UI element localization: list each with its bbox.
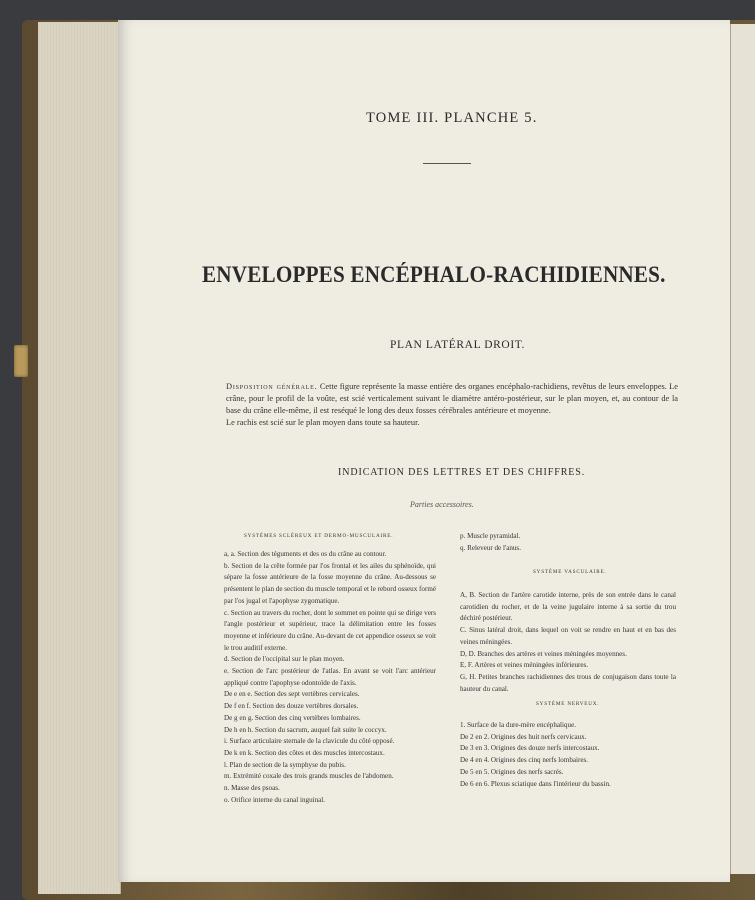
list-item: De 3 en 3. Origines des douze nerfs intercostaux. [460,744,600,753]
list-item: De e en e. Section des sept vertèbres cervicales. [224,690,360,699]
legend-subtitle: Parties accessoires. [410,500,474,509]
spine-clasp [14,345,28,377]
list-item: a, a. Section des téguments et des os du crâne au contour. [224,550,387,558]
list-item: p. Muscle pyramidal. [460,532,521,540]
list-item: l. Plan de section de la symphyse du pubis. [224,760,346,769]
list-item: n. Masse des psoas. [224,784,280,793]
list-item: i. Surface articulaire sternale de la clavicule du côté opposé. [224,737,395,746]
left-column-heading: SYSTÈMES SCLÉREUX ET DERMO-MUSCULAIRE. [244,533,394,539]
nervous-column [460,720,676,790]
list-item: De f en f. Section des douze vertèbres dorsales. [224,702,359,711]
list-item: C. Sinus latéral droit, dans lequel on voit se rendre en haut et en bas des veines méningées. [460,626,676,646]
list-item: De 6 en 6. Plexus sciatique dans l'intérieur du bassin. [460,779,611,788]
list-item: 1. Surface de la dure-mère encéphalique. [460,721,577,729]
list-item: De 4 en 4. Origines des cinq nerfs lombaires. [460,756,589,765]
page-title: ENVELOPPES ENCÉPHALO-RACHIDIENNES. [202,262,666,287]
list-item: d. Section de l'occipital sur le plan moyen. [224,655,345,664]
nervous-heading: SYSTÈME NERVEUX. [536,701,600,707]
list-item: q. Releveur de l'anus. [460,543,521,552]
book-page [118,20,730,882]
tome-heading: TOME III. PLANCHE 5. [366,110,538,126]
list-item: De 5 en 5. Origines des nerfs sacrés. [460,767,564,776]
page-edges [38,22,121,894]
list-item: D, D. Branches des artères et veines méningées moyennes. [460,649,627,658]
right-column-top [460,531,676,554]
list-item: De g en g. Section des cinq vertèbres lombaires. [224,713,361,722]
left-column [224,549,436,806]
list-item: De h en h. Section du sacrum, auquel fait suite le coccyx. [224,725,387,734]
list-item: c. Section au travers du rocher, dont le sommet en pointe qui se dirige vers l'angle postérieur et supérieur, trace la délimitation entre les fosses moyenne et inférieure du crâne. Au-devant de cet appendice osseux se voit le trou auditif externe. [224,608,436,652]
legend-title: INDICATION DES LETTRES ET DES CHIFFRES. [338,467,586,478]
list-item: E, F. Artères et veines méningées inférieures. [460,661,589,670]
vascular-heading: SYSTÈME VASCULAIRE. [533,569,607,575]
disposition-text-2: Le rachis est scié sur le plan moyen dans toute sa hauteur. [226,418,420,427]
list-item: e. Section de l'arc postérieur de l'atlas. En avant se voit l'arc antérieur appliqué contre l'apophyse odontoïde de l'axis. [224,667,436,687]
vascular-column [460,590,676,695]
list-item: A, B. Section de l'artère carotide interne, près de son entrée dans le canal carotidien du rocher, et de la veine jugulaire interne à sa sortie du trou déchiré postérieur. [460,591,676,623]
list-item: o. Orifice interne du canal inguinal. [224,795,326,804]
list-item: De k en k. Section des côtes et des muscles intercostaux. [224,748,385,757]
next-page-edge [730,24,755,874]
list-item: De 2 en 2. Origines des huit nerfs cervicaux. [460,732,587,741]
list-item: b. Section de la crête formée par l'os frontal et les ailes du sphénoïde, qui sépare la fosse antérieure de la fosse moyenne du crâne. Au-dessous se présentent le plan de section du muscle temporal et le rebord osseux formé par l'os jugal et l'apophyse zygomatique. [224,561,436,605]
list-item: G, H. Petites branches rachidiennes des trous de conjugaison dans toute la hauteur du canal. [460,672,676,693]
list-item: m. Extrémité coxale des trois grands muscles de l'abdomen. [224,772,394,781]
disposition-text: Cette figure représente la masse entière des organes encéphalo-rachidiens, revêtus de leurs enveloppes. Le crâne, pour le profil de la voûte, est scié verticalement suivant le diamètre antéro-postérieur, sur le plan moyen, et, au contour de la base du crâne elle-même, il est reséqué le long des deux fosses cérébrales antérieure et moyenne. [226,382,678,415]
page-subtitle: PLAN LATÉRAL DROIT. [390,339,526,351]
divider-rule [423,163,471,164]
disposition-label: Disposition générale. [226,382,318,391]
disposition-paragraph [226,381,678,429]
